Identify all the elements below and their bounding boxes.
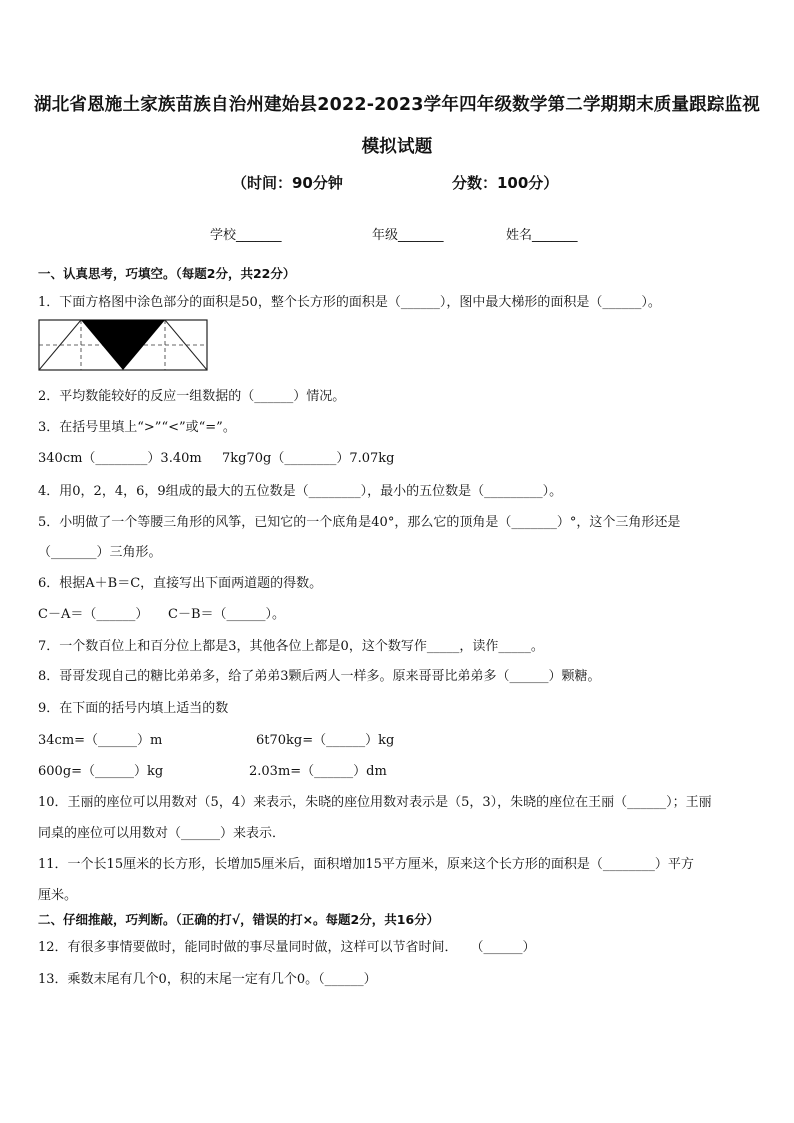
question-9-item-a: 34cm=（______）m — [38, 733, 163, 748]
question-5-line-2: （_______）三角形。 — [38, 545, 162, 560]
question-11-line-1: 11．一个长15厘米的长方形，长增加5厘米后，面积增加15平方厘米，原来这个长方形的面积是（________）平方 — [38, 857, 694, 872]
question-10-line-1: 10．王丽的座位可以用数对（5，4）来表示，朱晓的座位用数对表示是（5，3），朱晓的座位在王丽（______）；王丽 — [38, 795, 712, 810]
name-field[interactable]: 姓名_______ — [506, 228, 578, 243]
question-4: 4．用0，2，4，6，9组成的最大的五位数是（________），最小的五位数是（_________）。 — [38, 484, 563, 499]
question-6-item-a: C－A＝（______） — [38, 607, 149, 622]
page-title: 湖北省恩施土家族苗族自治州建始县2022-2023学年四年级数学第二学期期末质量跟踪监视模拟试题 — [34, 95, 760, 157]
question-2: 2．平均数能较好的反应一组数据的（______）情况。 — [38, 389, 346, 404]
question-12: 12．有很多事情要做时，能同时做的事尽量同时做，这样可以节省时间． （______） — [38, 940, 536, 955]
question-8: 8．哥哥发现自己的糖比弟弟多，给了弟弟3颗后两人一样多。原来哥哥比弟弟多（______）颗糖。 — [38, 669, 601, 684]
question-9-item-d: 2.03m=（______）dm — [249, 764, 387, 779]
question-3-item-a: 340cm（________）3.40m — [38, 451, 202, 466]
question-6: 6．根据A＋B＝C，直接写出下面两道题的得数。 — [38, 576, 323, 591]
question-7: 7．一个数百位上和百分位上都是3，其他各位上都是0，这个数写作_____，读作_____。 — [38, 639, 544, 654]
section-2-heading: 二、仔细推敲，巧判断。（正确的打√，错误的打×。每题2分，共16分） — [38, 912, 440, 927]
question-11-line-2: 厘米。 — [38, 888, 78, 903]
question-5-line-1: 5．小明做了一个等腰三角形的风筝，已知它的一个底角是40°，那么它的顶角是（_______）°，这个三角形还是 — [38, 515, 681, 530]
question-3-item-b: 7kg70g（________）7.07kg — [222, 451, 395, 466]
question-9-item-c: 600g=（______）kg — [38, 764, 164, 779]
school-field[interactable]: 学校_______ — [210, 228, 282, 243]
exam-score: 分数：100分） — [452, 174, 559, 192]
section-1-heading: 一、认真思考，巧填空。（每题2分，共22分） — [38, 266, 296, 281]
question-10-line-2: 同桌的座位可以用数对（______）来表示． — [38, 826, 286, 841]
question-9: 9．在下面的括号内填上适当的数 — [38, 701, 229, 716]
question-6-item-b: C－B＝（______）。 — [168, 607, 286, 622]
question-1: 1．下面方格图中涂色部分的面积是50，整个长方形的面积是（______），图中最大梯形的面积是（______）。 — [38, 295, 661, 310]
grade-field[interactable]: 年级_______ — [372, 228, 444, 243]
question-13: 13．乘数末尾有几个0，积的末尾一定有几个0。（______） — [38, 972, 377, 987]
question-3: 3．在括号里填上“>”“<”或“=”。 — [38, 420, 236, 435]
question-9-item-b: 6t70kg=（______）kg — [256, 733, 395, 748]
grid-figure — [38, 319, 208, 371]
exam-time: （时间：90分钟 — [232, 174, 343, 192]
